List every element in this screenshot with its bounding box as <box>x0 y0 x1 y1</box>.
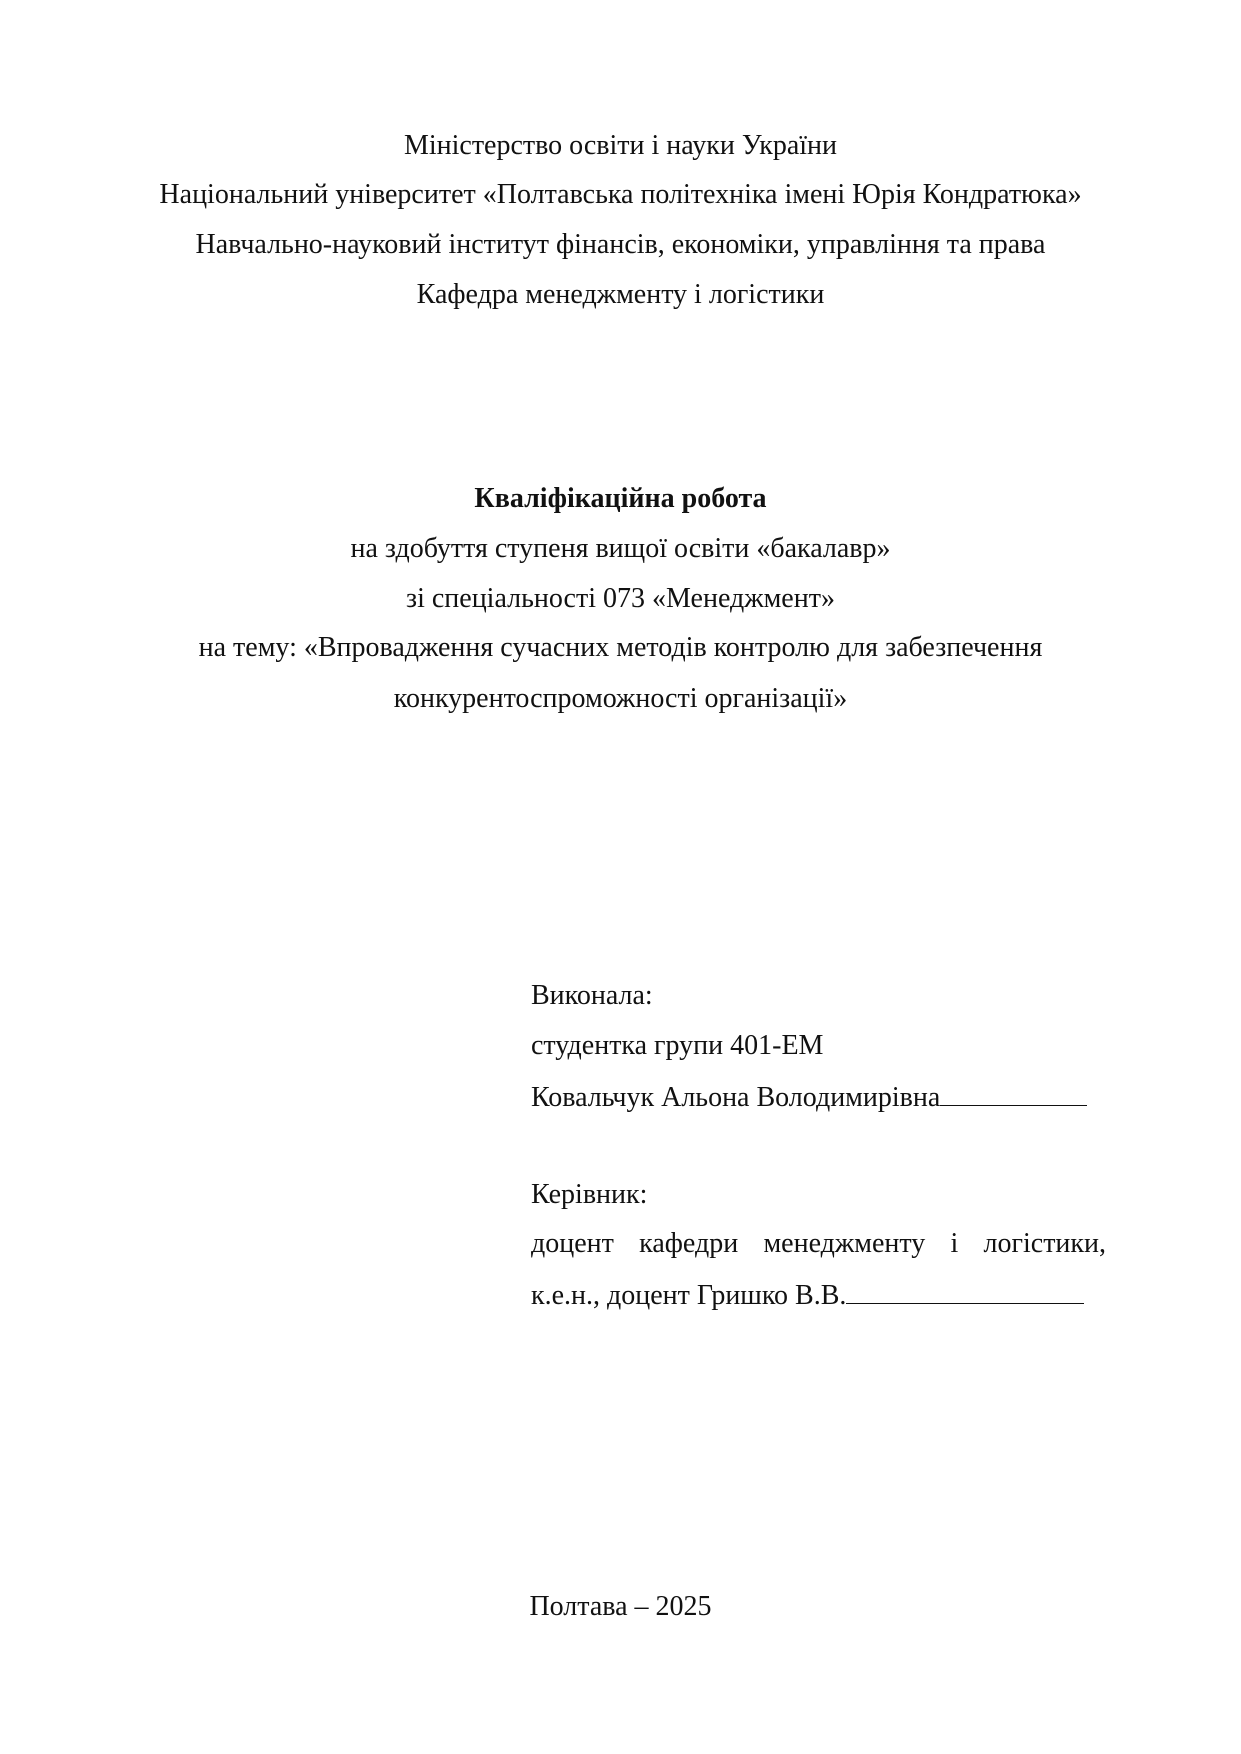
performer-label: Виконала: <box>531 980 653 1011</box>
degree-line: на здобуття ступеня вищої освіти «бакалавр» <box>350 533 891 564</box>
supervisor-label: Керівник: <box>531 1179 648 1210</box>
ministry-name: Міністерство освіти і науки України <box>403 130 838 161</box>
specialty-line: зі спеціальності 073 «Менеджмент» <box>406 583 835 614</box>
performer-signature-blank <box>940 1079 1087 1106</box>
performer-group: студентка групи 401-ЕМ <box>531 1030 824 1061</box>
institute-name: Навчально-науковий інститут фінансів, економіки, управління та права <box>195 229 1046 260</box>
work-title: Кваліфікаційна робота <box>474 483 767 514</box>
city-year: Полтава – 2025 <box>529 1591 712 1622</box>
signature-section <box>531 979 1106 1219</box>
supervisor-name-row <box>531 1277 1084 1313</box>
supervisor-position: доцент кафедри менеджменту і логістики, <box>531 1228 1106 1259</box>
supervisor-signature-blank <box>846 1277 1084 1304</box>
performer-name: Ковальчук Альона Володимирівна <box>531 1082 941 1113</box>
topic-line-1: на тему: «Впровадження сучасних методів контролю для забезпечення <box>198 632 1043 663</box>
performer-name-row <box>531 1079 1087 1115</box>
department-name: Кафедра менеджменту і логістики <box>416 279 825 310</box>
university-name: Національний університет «Полтавська політехніка імені Юрія Кондратюка» <box>159 179 1082 210</box>
topic-line-2: конкурентоспроможності організації» <box>393 683 848 714</box>
supervisor-section <box>531 1227 1106 1327</box>
supervisor-name: к.е.н., доцент Гришко В.В. <box>531 1280 847 1311</box>
